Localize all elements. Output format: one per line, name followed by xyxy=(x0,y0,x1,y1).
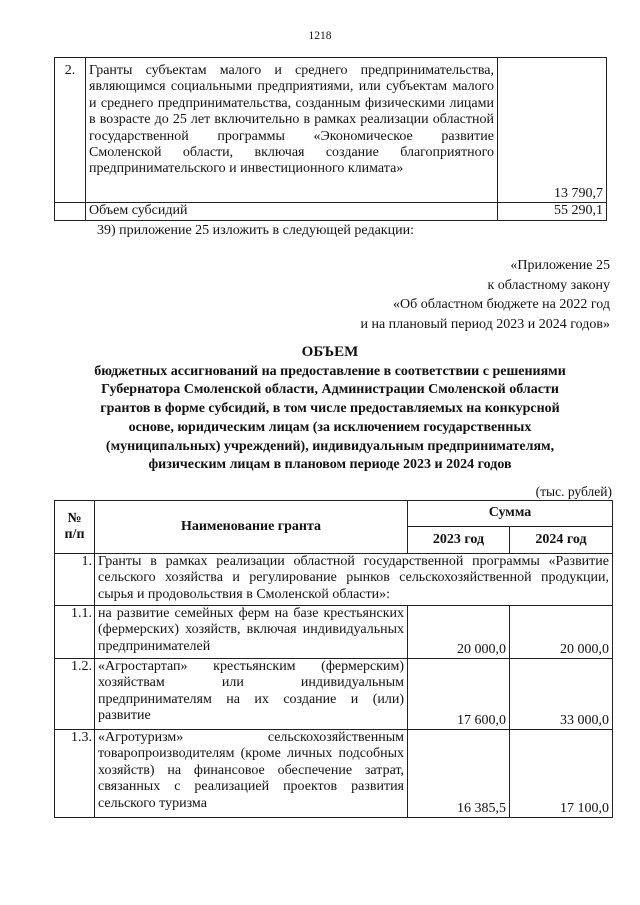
table-row xyxy=(55,606,613,659)
grant-name: Гранты в рамках реализации областной государственной программы «Развитие сельского хозяйства и регулирование рынков сельскохозяйственной продукции, сырья и продовольствия в Смоленской области»: xyxy=(95,554,613,606)
header-2024: 2024 год xyxy=(510,527,613,554)
table-row xyxy=(55,659,613,730)
header-number: № п/п xyxy=(55,501,95,554)
value-2024: 33 000,0 xyxy=(510,659,613,730)
table-row xyxy=(55,58,607,203)
header-sum: Сумма xyxy=(408,501,613,527)
document-title: ОБЪЕМ бюджетных ассигнований на предоставление в соответствии с решениями Губернатора Смоленской области, Администрации Смоленской области грантов в форме субсидий, в том числе предоставляемых на конкурсной основе, юридическим лицам (за исключением государственных (муниципальных) учреждений), индивидуальным предпринимателям, физическим лицам в плановом периоде 2023 и 2024 годов xyxy=(60,343,600,475)
grant-name: «Агротуризм» сельскохозяйственным товаропроизводителям (кроме личных подсобных хозяйств) на финансовое обеспечение затрат, связанных с реализацией проектов развития сельского туризма xyxy=(95,730,408,818)
header-name: Наименование гранта xyxy=(95,501,408,554)
row-number: 2. xyxy=(55,58,86,203)
value-2023: 16 385,5 xyxy=(408,730,510,818)
total-row xyxy=(55,203,607,221)
value-2024: 17 100,0 xyxy=(510,730,613,818)
table-row xyxy=(55,554,613,606)
total-value: 55 290,1 xyxy=(498,203,607,221)
value-2024: 20 000,0 xyxy=(510,606,613,659)
row-number: 1.3. xyxy=(55,730,95,818)
total-label: Объем субсидий xyxy=(86,203,498,221)
units-label: (тыс. рублей) xyxy=(535,484,612,499)
header-2023: 2023 год xyxy=(408,527,510,554)
continuation-table xyxy=(54,57,607,221)
value-2023: 20 000,0 xyxy=(408,606,510,659)
grant-name: Гранты субъектам малого и среднего предпринимательства, являющимся социальными предприятиями, или субъектам малого и среднего предпринимательства, созданным физическими лицами в возрасте до 25 лет включительно в рамках реализации областной государственной программы «Экономическое развитие Смоленской области, включая создание благоприятного предпринимательского и инвестиционного климата» xyxy=(86,58,498,203)
page-number: 1218 xyxy=(308,30,332,42)
grant-value: 13 790,7 xyxy=(498,58,607,203)
value-2023: 17 600,0 xyxy=(408,659,510,730)
table-row xyxy=(55,730,613,818)
row-number: 1. xyxy=(55,554,95,606)
grant-name: на развитие семейных ферм на базе крестьянских (фермерских) хозяйств, включая индивидуальных предпринимателей xyxy=(95,606,408,659)
appendix-reference: «Приложение 25 к областному закону «Об областном бюджете на 2022 год и на плановый период 2023 и 2024 годов» xyxy=(360,258,610,332)
grant-name: «Агростартап» крестьянским (фермерским) хозяйствам или индивидуальным предпринимателям на их создание и (или) развитие xyxy=(95,659,408,730)
amendment-item: 39) приложение 25 изложить в следующей редакции: xyxy=(97,223,414,238)
row-number: 1.2. xyxy=(55,659,95,730)
title-main: ОБЪЕМ xyxy=(301,344,359,360)
grants-table xyxy=(54,500,613,818)
row-number: 1.1. xyxy=(55,606,95,659)
header-row xyxy=(55,501,613,527)
